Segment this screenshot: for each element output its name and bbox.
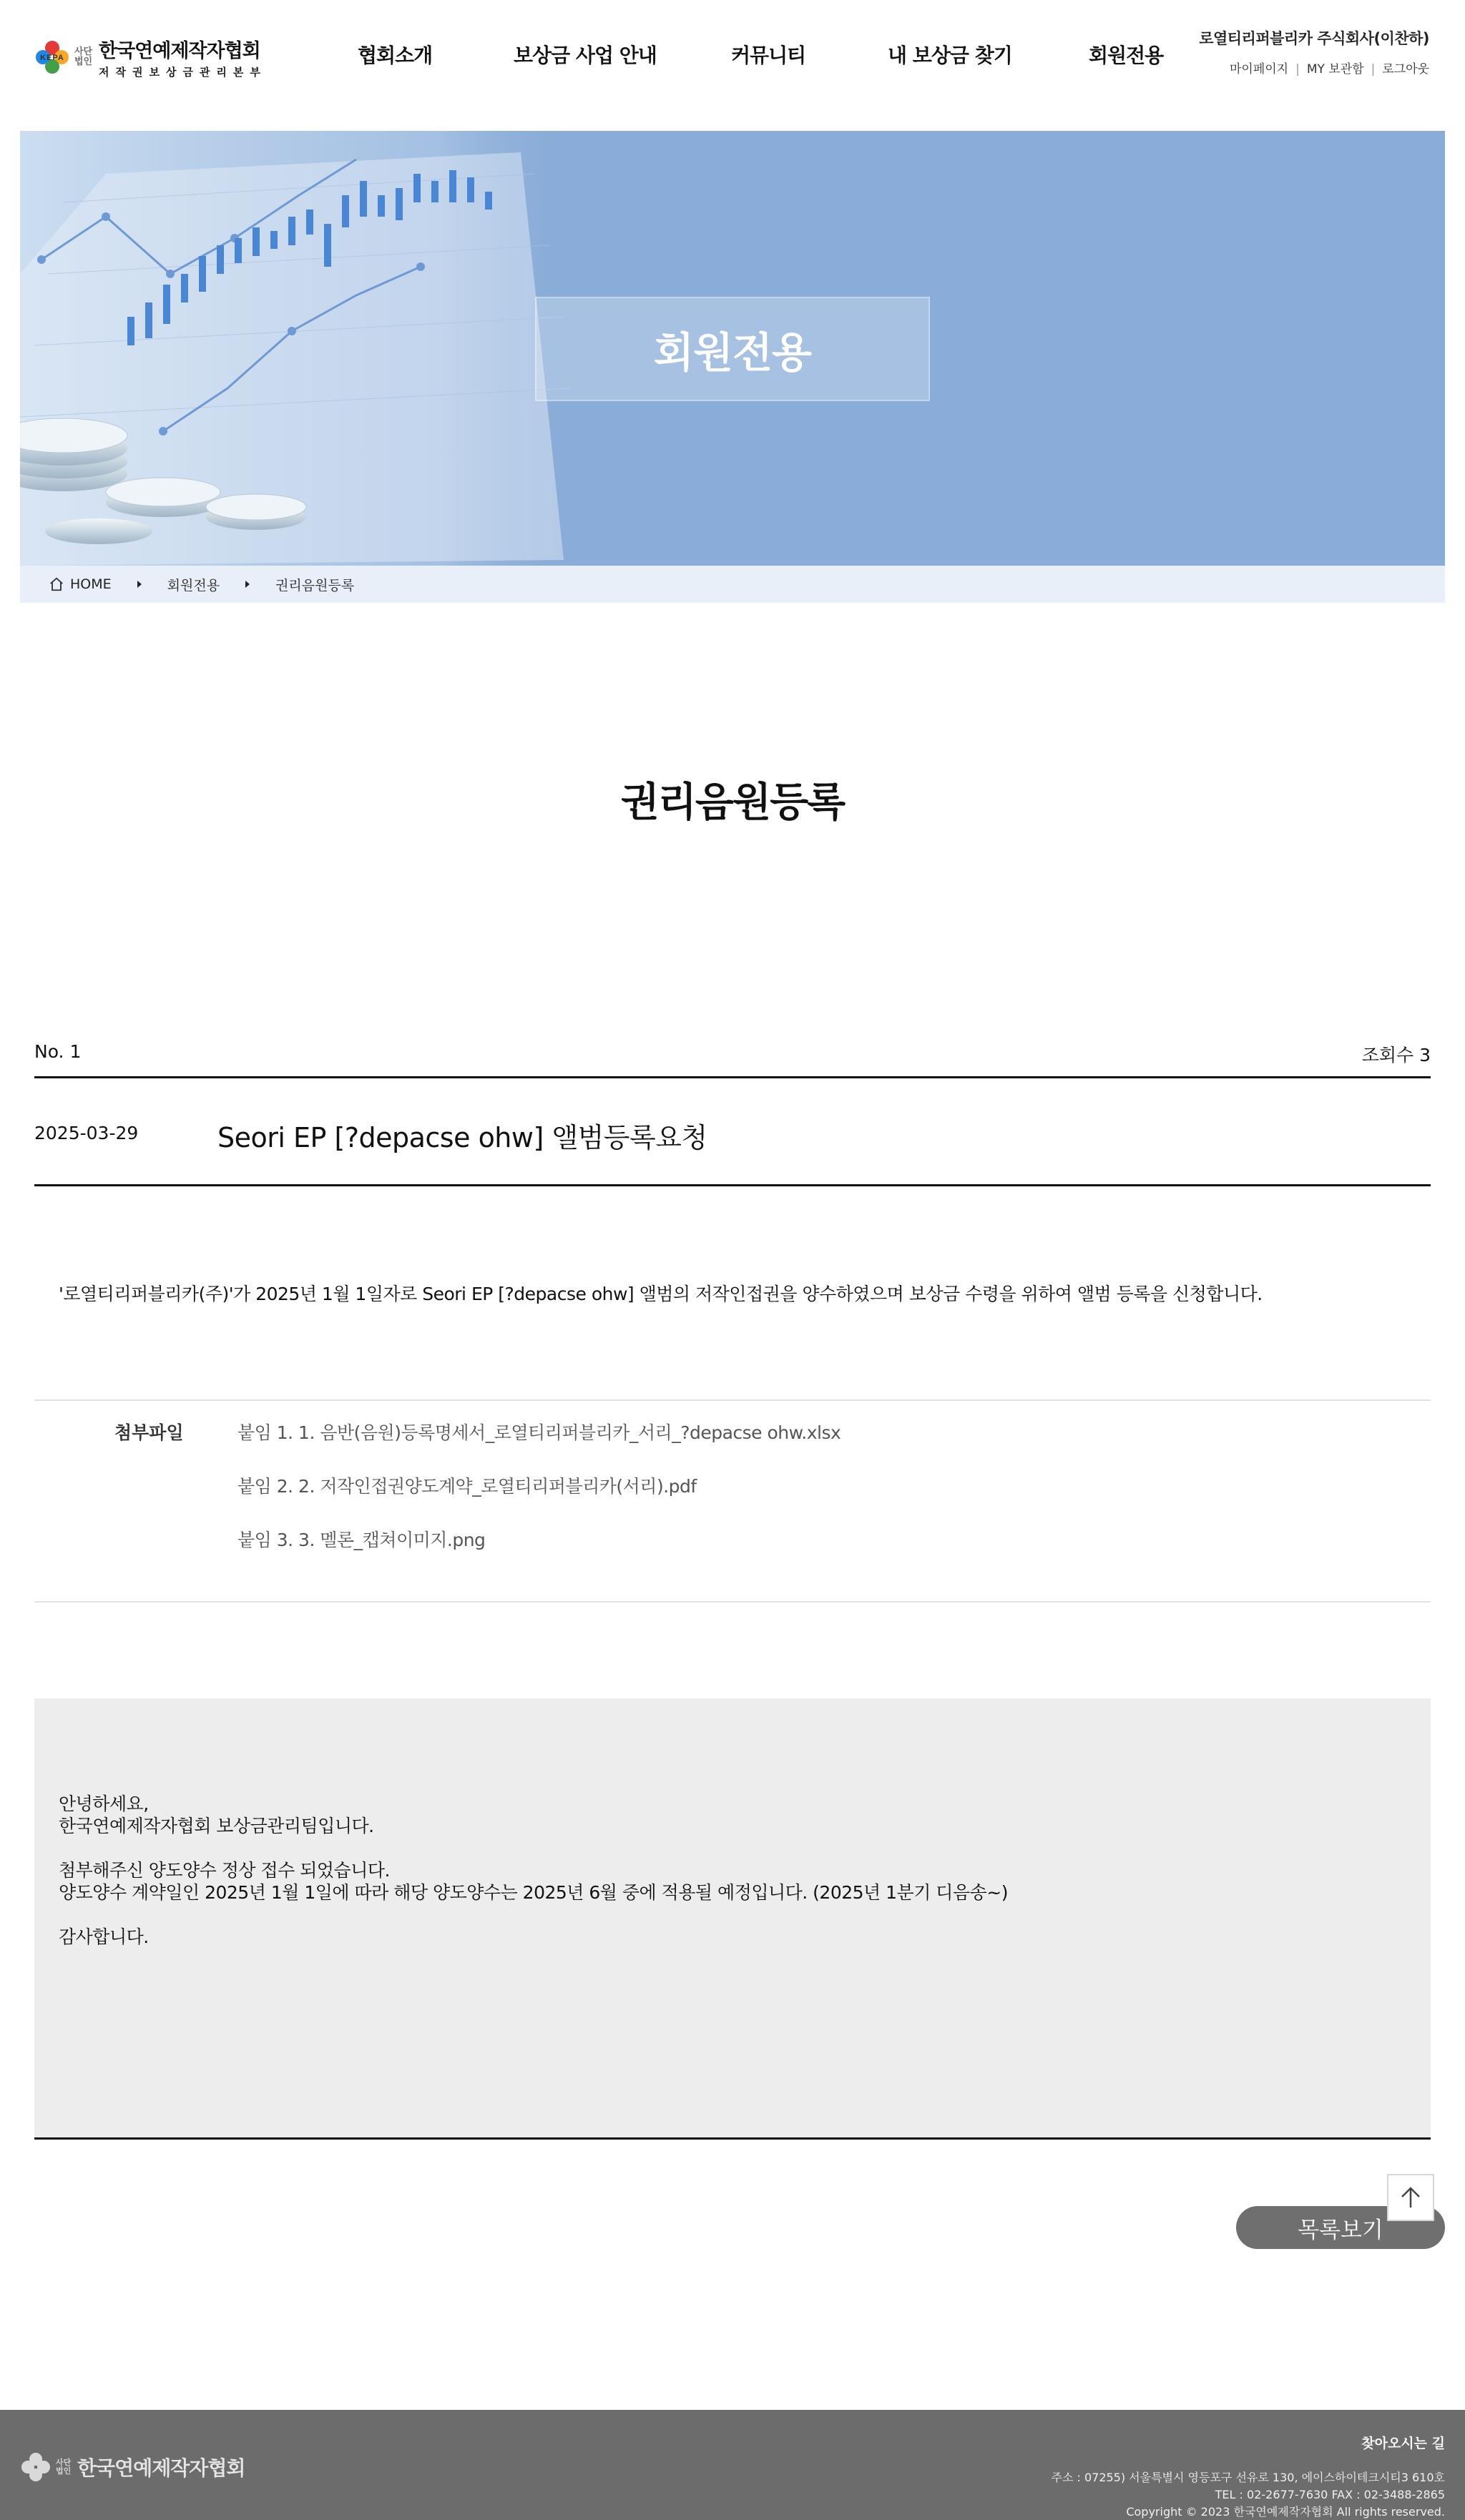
divider xyxy=(34,1184,1431,1186)
site-header xyxy=(0,0,1465,131)
page-title: 권리음원등록 xyxy=(620,779,845,826)
post-number: No. 1 xyxy=(34,1041,82,1062)
nav-item-about[interactable]: 협회소개 xyxy=(358,44,433,67)
breadcrumb-members-only[interactable]: 회원전용 xyxy=(167,577,220,594)
attachment-list xyxy=(237,1419,841,1580)
finance-chart-illustration xyxy=(20,131,578,566)
user-name: 로열티리퍼블리카 주식회사(이찬하) xyxy=(1199,30,1429,47)
mypage-link[interactable]: 마이페이지 xyxy=(1229,62,1289,77)
site-footer xyxy=(0,2410,1465,2520)
logo-title: 한국연예제작자협회 xyxy=(99,40,260,62)
nav-item-community[interactable]: 커뮤니티 xyxy=(731,44,806,67)
attachment-link[interactable]: 붙임 2. 2. 저작인접권양도계약_로열티리퍼블리카(서리).pdf xyxy=(237,1476,697,1497)
divider: | xyxy=(1295,62,1300,77)
post-subject: Seori EP [?depacse ohw] 앨범등록요청 xyxy=(217,1122,707,1153)
footer-address: 주소 : 07255) 서울특별시 영등포구 선유로 130, 에이스하이테크시티3 610호 xyxy=(1051,2471,1445,2484)
breadcrumb xyxy=(20,566,1445,603)
attachments-section xyxy=(34,1400,1431,1602)
logout-link[interactable]: 로그아웃 xyxy=(1382,62,1429,77)
site-logo[interactable] xyxy=(34,37,285,77)
divider xyxy=(34,1601,1431,1603)
view-count: 조회수 3 xyxy=(1361,1045,1431,1065)
my-archive-link[interactable]: MY 보관함 xyxy=(1306,62,1364,77)
footer-tel: TEL : 02-2677-7630 FAX : 02-3488-2865 xyxy=(1215,2488,1445,2501)
nav-item-find-compensation[interactable]: 내 보상금 찾기 xyxy=(888,44,1012,67)
breadcrumb-home[interactable]: HOME xyxy=(70,576,112,592)
admin-reply-text: 안녕하세요, 한국연예제작자협회 보상금관리팀입니다. 첨부해주신 양도양수 정상 접수 되었습니다. 양도양수 계약일인 2025년 1월 1일에 따라 해당 양도양수는 2025년 6월 중에 적용될 예정입니다. (2025년 1분기 디음송~) 감사합니다. xyxy=(59,1793,1008,1947)
banner-title: 회원전용 xyxy=(653,328,812,377)
attachment-link[interactable]: 붙임 3. 3. 멜론_캡쳐이미지.png xyxy=(237,1530,486,1550)
list-button[interactable]: 목록보기 xyxy=(1236,2206,1445,2249)
footer-logo-small: 사단법인 xyxy=(56,2458,72,2476)
logo-small-text: 사단법인 xyxy=(74,46,93,67)
attachment-link[interactable]: 붙임 1. 1. 음반(음원)등록명세서_로열티리퍼블리카_서리_?depacse ohw.xlsx xyxy=(237,1422,841,1443)
nav-item-compensation-info[interactable]: 보상금 사업 안내 xyxy=(514,44,657,67)
logo-subtitle: 저작권보상금관리본부 xyxy=(99,66,267,79)
kepa-logo-icon xyxy=(34,39,70,75)
post-body: '로열티리퍼블리카(주)'가 2025년 1월 1일자로 Seori EP [?depacse ohw] 앨범의 저작인접권을 양수하였으며 보상금 수령을 위하여 앨범 등록을 신청합니다. xyxy=(59,1284,1263,1304)
user-box xyxy=(1199,27,1429,77)
scroll-top-button[interactable] xyxy=(1387,2174,1434,2221)
breadcrumb-current[interactable]: 권리음원등록 xyxy=(275,577,355,594)
arrow-up-icon xyxy=(1398,2185,1424,2210)
kepa-logo-icon xyxy=(20,2451,52,2483)
home-icon[interactable] xyxy=(49,576,64,592)
nav-item-members-only[interactable]: 회원전용 xyxy=(1089,44,1164,67)
directions-link[interactable]: 찾아오시는 길 xyxy=(1361,2436,1445,2451)
attachments-label: 첨부파일 xyxy=(114,1422,184,1443)
post-meta xyxy=(34,1041,1431,1070)
post-date: 2025-03-29 xyxy=(34,1123,139,1143)
footer-copyright: Copyright © 2023 한국연예제작자협회 All rights reserved. xyxy=(1126,2505,1445,2519)
footer-logo-name: 한국연예제작자협회 xyxy=(77,2456,245,2480)
divider: | xyxy=(1371,62,1376,77)
divider xyxy=(34,2137,1431,2140)
logo-mark-text: KEPA xyxy=(40,54,64,62)
post-header xyxy=(34,1078,1431,1186)
banner-title-box xyxy=(535,297,930,401)
sub-banner xyxy=(20,131,1445,566)
footer-logo xyxy=(20,2451,245,2483)
chevron-right-icon xyxy=(137,581,142,588)
admin-reply-box xyxy=(34,1698,1431,2138)
footer-info xyxy=(1051,2433,1445,2520)
chevron-right-icon xyxy=(245,581,250,588)
